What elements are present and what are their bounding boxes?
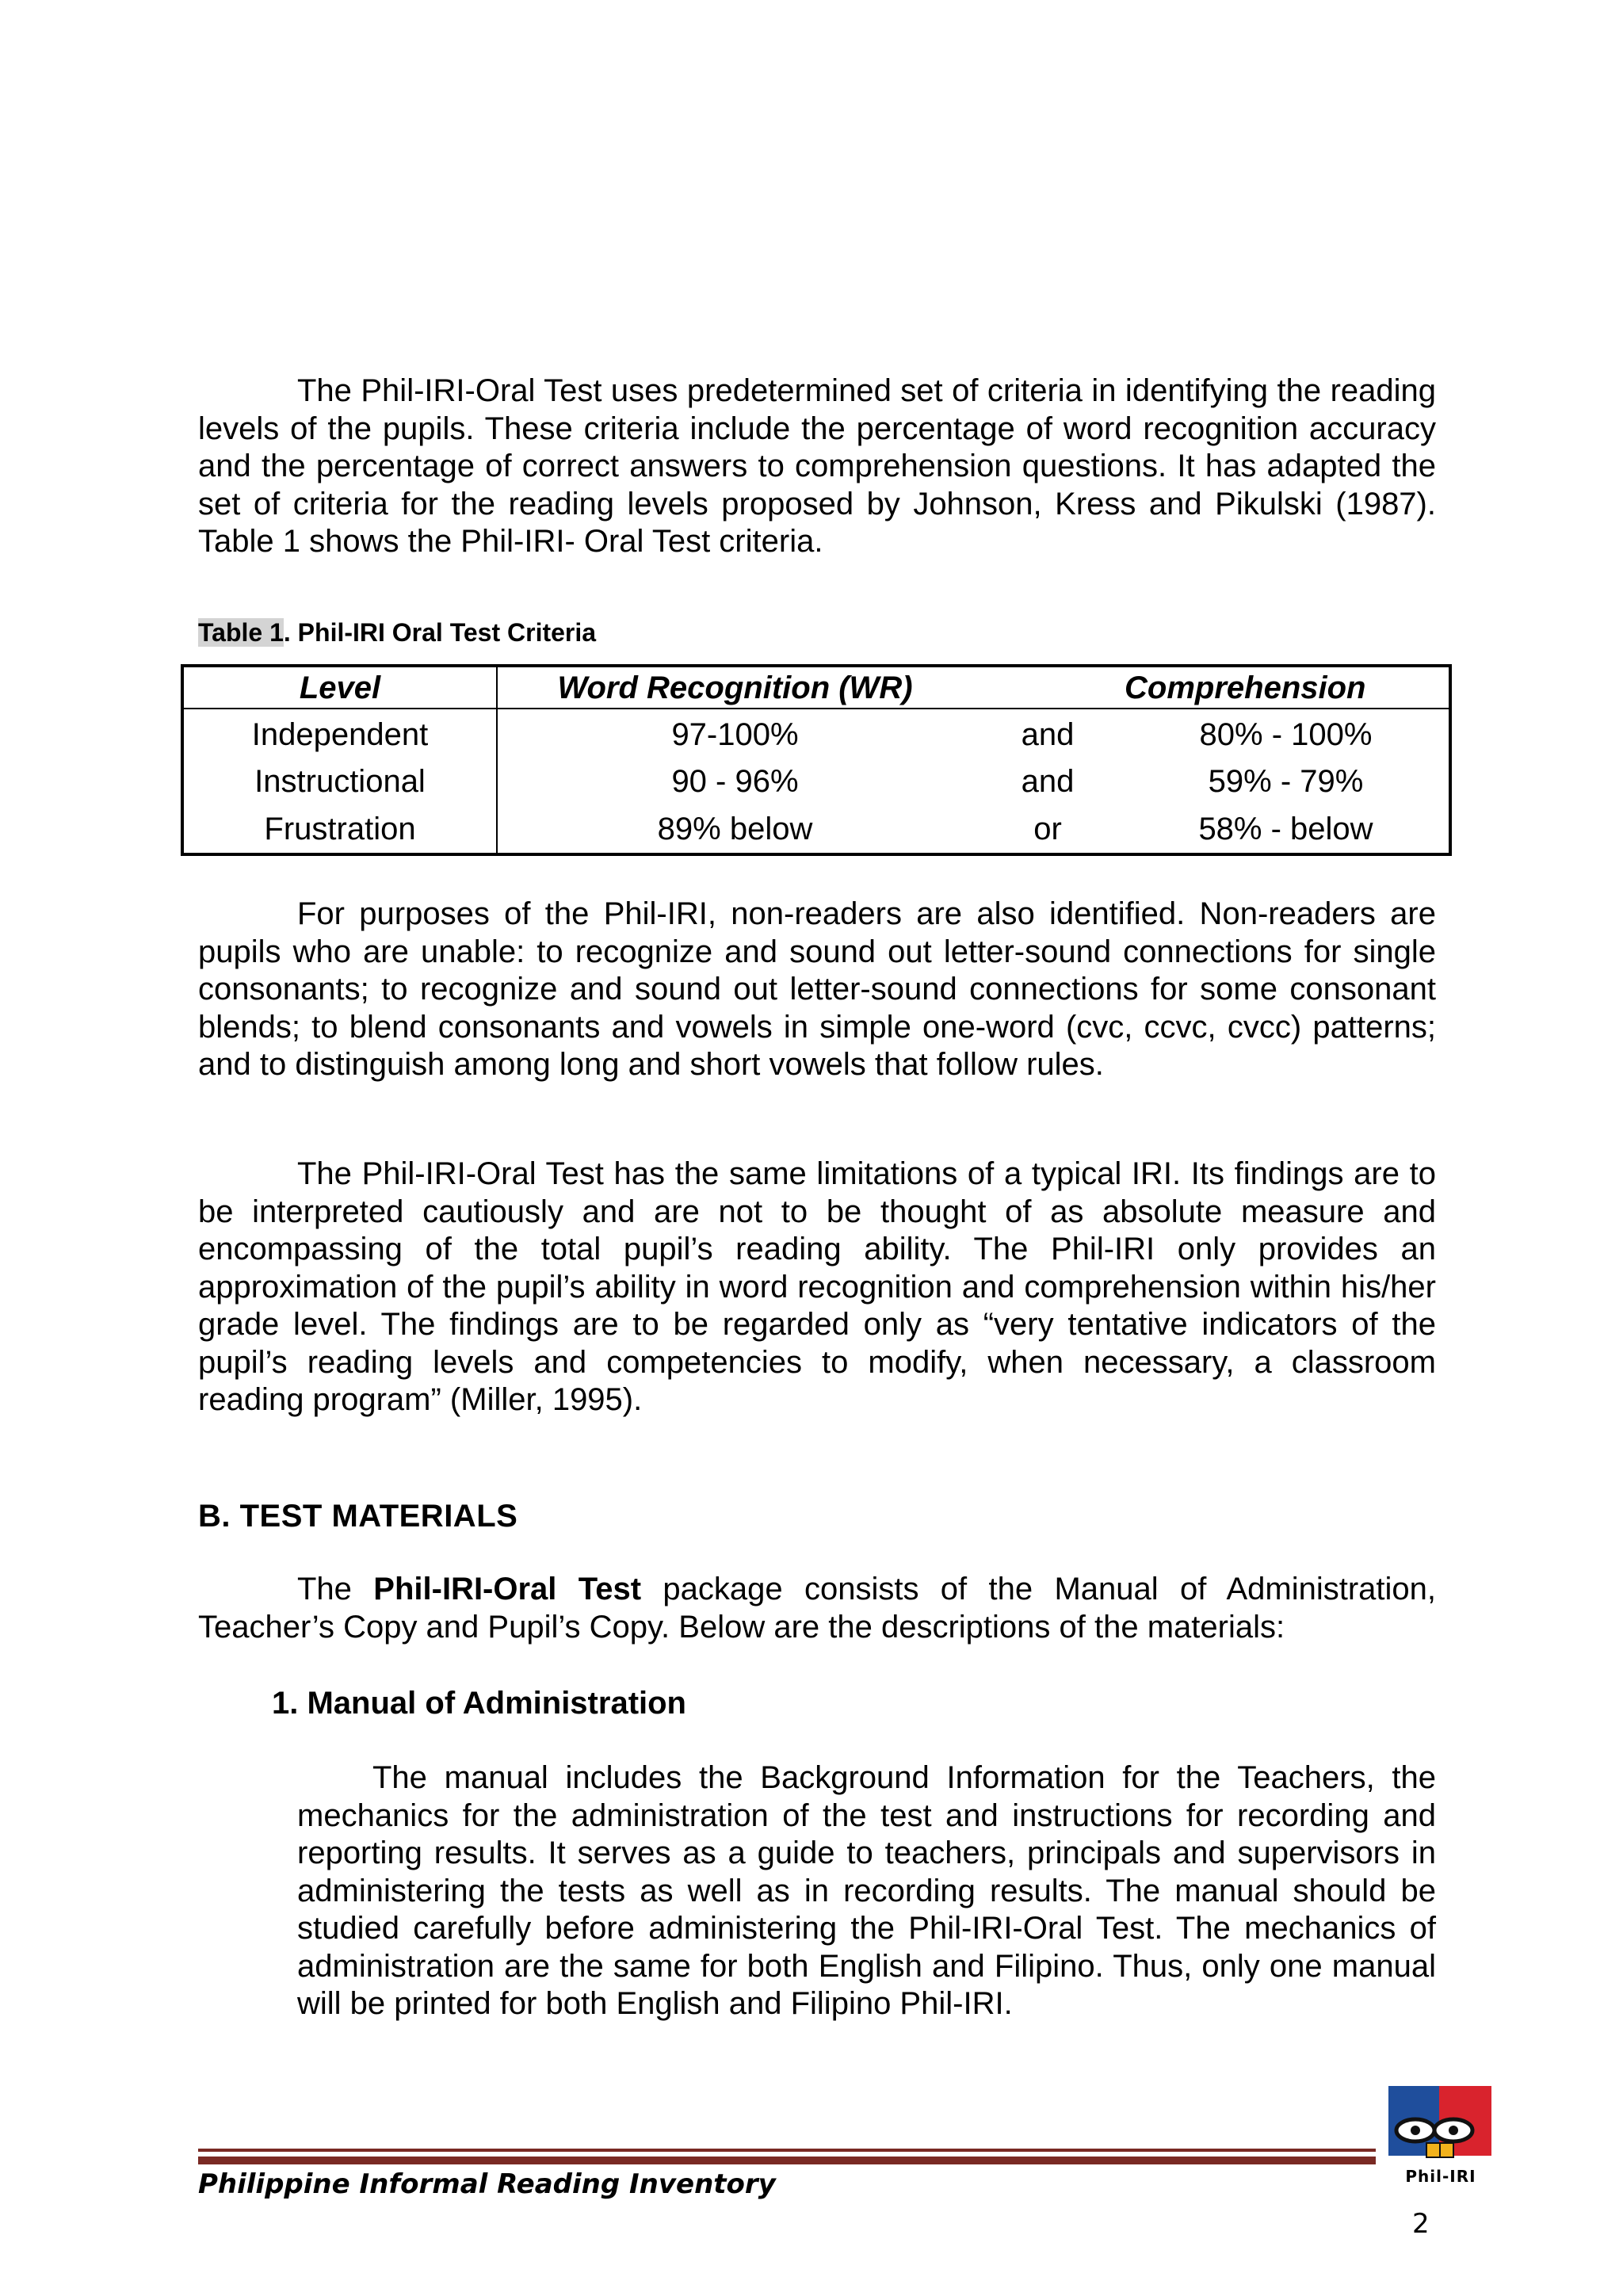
table-header-row	[182, 666, 1450, 709]
package-text-pre: The	[297, 1572, 374, 1606]
limitations-paragraph: The Phil-IRI-Oral Test has the same limitations of a typical IRI. Its findings are to be interpreted cautiously and are not to be thought of as absolute measure and encompassing of the total pupil’s reading ability. The Phil-IRI only provides an approximation of the pupil’s ability in word recognition and comprehension within his/her grade level. The findings are to be regarded only as “very tentative indicators of the pupil’s reading levels and competencies to modify, when necessary, a classroom reading program” (Miller, 1995).	[198, 1156, 1436, 1417]
package-text-post: package consists of the Manual of Administration, Teacher’s Copy and Pupil’s Copy. Below are the descriptions of the materials:	[198, 1572, 1437, 1645]
cell-connector: and	[1021, 717, 1075, 753]
footer-rule-thick	[198, 2157, 1376, 2164]
header-comprehension: Comprehension	[1123, 666, 1450, 709]
table-caption	[198, 617, 596, 648]
cell-comprehension: 80% - 100%	[1199, 717, 1373, 753]
footer-title: Philippine Informal Reading Inventory	[198, 2168, 776, 2200]
cell-level: Frustration	[182, 806, 497, 854]
cell-level: Instructional	[182, 757, 497, 805]
header-connector	[972, 666, 1123, 709]
header-word-recognition: Word Recognition (WR)	[497, 666, 972, 709]
package-text-bold: Phil-IRI-Oral Test	[373, 1572, 642, 1606]
cell-word-recognition: 89% below	[657, 812, 813, 847]
section-heading: B. TEST MATERIALS	[198, 1499, 518, 1534]
intro-paragraph: The Phil-IRI-Oral Test uses predetermined set of criteria in identifying the reading levels of the pupils. These criteria include the percentage of word recognition accuracy and the percentage of correct answers to comprehension questions. It has adapted the set of criteria for the reading levels proposed by Johnson, Kress and Pikulski (1987). Table 1 shows the Phil-IRI- Oral Test criteria.	[198, 373, 1436, 559]
non-readers-paragraph: For purposes of the Phil-IRI, non-readers are also identified. Non-readers are pupils who are unable: to recognize and sound out letter-sound connections for single consonants; to recognize and sound out letter-sound connections for some consonant blends; to blend consonants and vowels in simple one-word (cvc, ccvc, cvcc) patterns; and to distinguish among long and short vowels that follow rules.	[198, 896, 1436, 1082]
page-number: 2	[1412, 2208, 1430, 2240]
manual-subheading: 1. Manual of Administration	[272, 1686, 686, 1721]
header-level: Level	[182, 666, 497, 709]
criteria-table	[181, 664, 1452, 856]
phil-iri-logo-icon	[1385, 2084, 1496, 2170]
cell-word-recognition: 97-100%	[671, 717, 799, 753]
cell-connector: and	[1021, 763, 1075, 799]
table-row	[182, 757, 1450, 805]
cell-comprehension: 59% - 79%	[1208, 763, 1364, 799]
manual-paragraph: The manual includes the Background Information for the Teachers, the mechanics for the administration of the test and instructions for recording and reporting results. It serves as a guide to teachers, principals and supervisors in administering the tests as well as in recording results. The manual should be studied carefully before administering the Phil-IRI-Oral Test. The mechanics of administration are the same for both English and Filipino. Thus, only one manual will be printed for both English and Filipino Phil-IRI.	[297, 1760, 1436, 2021]
table-caption-text: . Phil-IRI Oral Test Criteria	[283, 618, 597, 647]
table-row	[182, 709, 1450, 757]
cell-word-recognition: 90 - 96%	[671, 763, 799, 799]
package-paragraph	[198, 1571, 1436, 1646]
cell-level: Independent	[182, 709, 497, 757]
footer-rule-thin	[198, 2149, 1376, 2152]
cell-comprehension: 58% - below	[1198, 812, 1373, 847]
table-caption-label: Table 1	[198, 618, 284, 647]
table-row	[182, 806, 1450, 854]
cell-connector: or	[1033, 812, 1062, 847]
logo-label: Phil-IRI	[1405, 2167, 1476, 2186]
